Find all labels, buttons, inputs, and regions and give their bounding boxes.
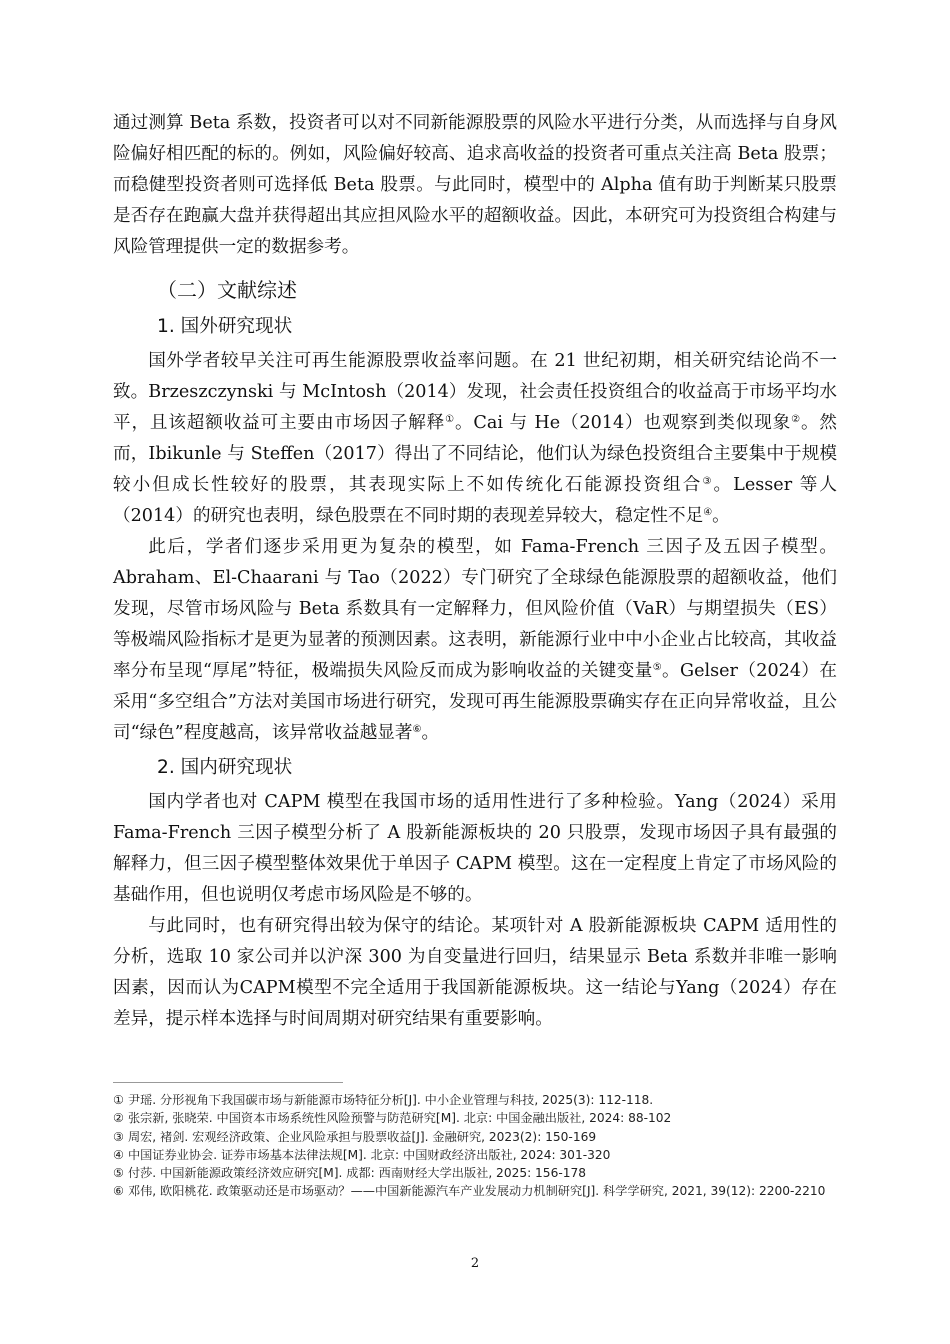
footnote-item	[113, 1128, 837, 1146]
text-run: 国外学者较早关注可再生能源股票收益率问题。在 21 世纪初期，相关研究结论尚不一致。Brzeszczynski 与 McIntosh（2014）发现，社会责任投资组合的收益高于市场平均水平，且该超额收益可主要由市场因子解释	[113, 351, 837, 433]
foreign-paragraph-2	[113, 532, 837, 749]
footnote-text: 邓伟, 欧阳桃花. 政策驱动还是市场驱动？——中国新能源汽车产业发展动力机制研究[J]. 科学学研究, 2021, 39(12): 2200-2210	[127, 1184, 826, 1199]
footnote-item	[113, 1091, 837, 1109]
footnote-number: ③	[113, 1129, 124, 1144]
foreign-paragraph-1	[113, 346, 837, 532]
section-title: （二）文献综述	[157, 278, 297, 302]
footnote-number: ⑥	[113, 1184, 124, 1199]
footnote-text: 付莎. 中国新能源政策经济效应研究[M]. 成都: 西南财经大学出版社, 2025: 156-178	[127, 1166, 586, 1181]
text-run: 。Cai 与 He（2014）也观察到类似现象	[454, 413, 792, 433]
intro-paragraph: 通过测算 Beta 系数，投资者可以对不同新能源股票的风险水平进行分类，从而选择与自身风险偏好相匹配的标的。例如，风险偏好较高、追求高收益的投资者可重点关注高 Beta 股票；而稳健型投资者则可选择低 Beta 股票。与此同时，模型中的 Alpha 值有助于判断某只股票是否存在跑赢大盘并获得超出其应担风险水平的超额收益。因此，本研究可为投资组合构建与风险管理提供一定的数据参考。	[113, 113, 837, 257]
text-run: 。Lesser 等人（2014）的研究也表明，绿色股票在不同时期的表现差异较大，稳定性不足	[113, 475, 837, 526]
footnotes	[113, 1082, 837, 1201]
footnote-item	[113, 1109, 837, 1127]
body-content	[113, 108, 837, 1035]
footnote-number: ②	[113, 1111, 124, 1126]
text-run: 。然而，Ibikunle 与 Steffen（2017）得出了不同结论，他们认为绿色投资组合主要集中于规模较小但成长性较好的股票，其表现实际上不如传统化石能源投资组合	[113, 413, 837, 495]
footnote-text: 中国证券业协会. 证券市场基本法律法规[M]. 北京: 中国财政经济出版社, 2024: 301-320	[127, 1147, 611, 1162]
footnote-item	[113, 1164, 837, 1182]
footnote-separator	[113, 1082, 343, 1083]
page-number: 2	[470, 1256, 480, 1271]
footnote-text: 张宗新, 张晓荣. 中国资本市场系统性风险预警与防范研究[M]. 北京: 中国金融出版社, 2024: 88-102	[127, 1111, 672, 1126]
footnote-ref: ①	[445, 414, 455, 425]
subsection-title-domestic: 2. 国内研究现状	[157, 757, 293, 778]
footnote-number: ①	[113, 1093, 124, 1107]
footnote-ref: ②	[791, 414, 801, 425]
footnote-number: ⑤	[113, 1166, 124, 1181]
footnote-text: 周宏, 褚剑. 宏观经济政策、企业风险承担与股票收益[J]. 金融研究, 2023(2): 150-169	[127, 1129, 597, 1144]
footnote-ref: ④	[703, 507, 713, 518]
footnote-ref: ③	[702, 476, 714, 487]
domestic-paragraph-2: 与此同时，也有研究得出较为保守的结论。某项针对 A 股新能源板块 CAPM 适用性的分析，选取 10 家公司并以沪深 300 为自变量进行回归，结果显示 Beta 系数并非唯一影响因素，因而认为CAPM模型不完全适用于我国新能源板块。这一结论与Yang（2024）存在差异，提示样本选择与时间周期对研究结果有重要影响。	[113, 916, 837, 1029]
footnote-item	[113, 1182, 837, 1200]
footnote-ref: ⑤	[652, 662, 663, 673]
footnote-text: 尹瑶. 分形视角下我国碳市场与新能源市场特征分析[J]. 中小企业管理与科技, 2025(3): 112-118.	[127, 1093, 654, 1107]
text-run: 此后，学者们逐步采用更为复杂的模型，如 Fama-French 三因子及五因子模型。Abraham、El-Chaarani 与 Tao（2022）专门研究了全球绿色能源股票的超额收益，他们发现，尽管市场风险与 Beta 系数具有一定解释力，但风险价值（VaR）与期望损失（ES）等极端风险指标才是更为显著的预测因素。这表明，新能源行业中中小企业占比较高，其收益率分布呈现“厚尾”特征，极端损失风险反而成为影响收益的关键变量	[113, 537, 837, 681]
text-run: 。	[712, 506, 730, 526]
subsection-title-foreign: 1. 国外研究现状	[157, 316, 293, 337]
footnote-number: ④	[113, 1147, 124, 1162]
footnote-ref: ⑥	[412, 724, 422, 735]
text-run: 。	[421, 723, 440, 743]
text-run: 。Gelser（2024）在采用“多空组合”方法对美国市场进行研究，发现可再生能源股票确实存在正向异常收益，且公司“绿色”程度越高，该异常收益越显著	[113, 661, 837, 743]
domestic-paragraph-1: 国内学者也对 CAPM 模型在我国市场的适用性进行了多种检验。Yang（2024）采用 Fama-French 三因子模型分析了 A 股新能源板块的 20 只股票，发现市场因子具有最强的解释力，但三因子模型整体效果优于单因子 CAPM 模型。这在一定程度上肯定了市场风险的基础作用，但也说明仅考虑市场风险是不够的。	[113, 792, 837, 905]
footnote-item	[113, 1146, 837, 1164]
